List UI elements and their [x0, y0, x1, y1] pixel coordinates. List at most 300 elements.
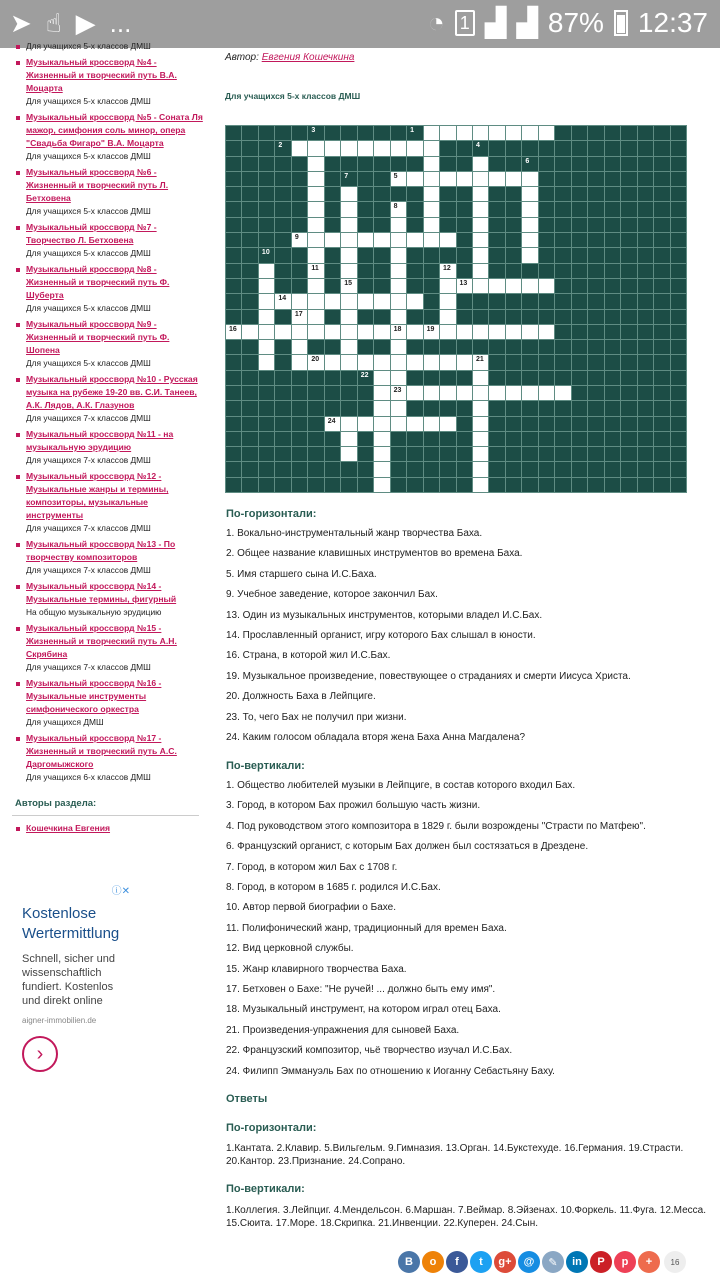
crossword-block — [671, 478, 686, 492]
crossword-cell[interactable] — [424, 141, 439, 155]
crossword-cell[interactable] — [424, 233, 439, 247]
crossword-block — [555, 447, 570, 461]
crossword-cell[interactable] — [325, 294, 340, 308]
crossword-cell[interactable] — [308, 157, 323, 171]
crossword-cell[interactable] — [374, 371, 389, 385]
crossword-cell[interactable] — [539, 386, 554, 400]
crossword-cell[interactable] — [275, 325, 290, 339]
crossword-cell[interactable] — [259, 310, 274, 324]
crossword-block — [638, 386, 653, 400]
crossword-cell[interactable] — [407, 325, 422, 339]
sidebar-item-link[interactable]: Музыкальный кроссворд №6 - Жизненный и творческий путь Л. Бетховена — [26, 167, 169, 203]
ad-block[interactable] — [10, 882, 132, 1082]
crossword-block — [555, 248, 570, 262]
crossword-block — [391, 432, 406, 446]
crossword-cell[interactable] — [308, 264, 323, 278]
crossword-cell[interactable] — [292, 141, 307, 155]
crossword-block — [242, 310, 257, 324]
sidebar-item-link[interactable]: Музыкальный кроссворд №10 - Русская музыка на рубеже 19-20 вв. С.И. Танеев, А.К. Лядов, А.К. Глазунов — [26, 374, 198, 410]
crossword-block — [457, 417, 472, 431]
crossword-cell[interactable] — [374, 294, 389, 308]
sidebar-item-link[interactable]: Музыкальный кроссворд №4 - Жизненный и творческий путь В.А. Моцарта — [26, 57, 177, 93]
crossword-cell[interactable] — [374, 401, 389, 415]
crossword-cell[interactable] — [374, 233, 389, 247]
crossword-block — [588, 141, 603, 155]
crossword-block — [572, 478, 587, 492]
crossword-block — [407, 157, 422, 171]
crossword-block — [572, 310, 587, 324]
crossword-block — [539, 202, 554, 216]
crossword-cell[interactable] — [539, 325, 554, 339]
crossword-cell[interactable] — [391, 401, 406, 415]
facebook-share-icon[interactable]: f — [446, 1251, 468, 1273]
crossword-block — [424, 371, 439, 385]
crossword-block — [522, 401, 537, 415]
crossword-cell[interactable] — [374, 447, 389, 461]
crossword-cell[interactable] — [473, 126, 488, 140]
crossword-cell[interactable] — [457, 172, 472, 186]
crossword-block — [226, 371, 241, 385]
crossword-cell[interactable] — [391, 355, 406, 369]
ad-info-icon[interactable]: ⓘ✕ — [111, 886, 130, 897]
crossword-cell[interactable] — [391, 371, 406, 385]
crossword-cell[interactable] — [292, 340, 307, 354]
more-notifications: ... — [109, 8, 132, 38]
crossword-block — [654, 432, 669, 446]
crossword-block — [638, 432, 653, 446]
crossword-cell[interactable] — [424, 386, 439, 400]
crossword-cell[interactable] — [391, 218, 406, 232]
crossword-block — [671, 340, 686, 354]
crossword-cell[interactable] — [522, 187, 537, 201]
crossword-cell[interactable] — [325, 233, 340, 247]
crossword-block — [292, 462, 307, 476]
crossword-cell[interactable] — [308, 355, 323, 369]
crossword-cell[interactable] — [473, 172, 488, 186]
crossword-cell[interactable] — [391, 202, 406, 216]
crossword-cell[interactable] — [292, 310, 307, 324]
crossword-block — [407, 248, 422, 262]
crossword-cell[interactable] — [424, 126, 439, 140]
clue-number: 20 — [311, 356, 320, 364]
crossword-cell[interactable] — [259, 340, 274, 354]
crossword-cell[interactable] — [522, 172, 537, 186]
crossword-block — [654, 233, 669, 247]
crossword-cell[interactable] — [506, 279, 521, 293]
crossword-block — [325, 202, 340, 216]
pinterest-share-icon[interactable]: P — [590, 1251, 612, 1273]
crossword-cell[interactable] — [358, 355, 373, 369]
crossword-cell[interactable] — [374, 432, 389, 446]
crossword-block — [522, 371, 537, 385]
crossword-cell[interactable] — [489, 386, 504, 400]
sidebar-item-link[interactable]: Музыкальный кроссворд №7 - Творчество Л. Бетховена — [26, 222, 157, 245]
crossword-cell[interactable] — [407, 141, 422, 155]
crossword-cell[interactable] — [440, 233, 455, 247]
down-title: По-вертикали: — [226, 760, 305, 772]
linkedin-share-icon[interactable]: in — [566, 1251, 588, 1273]
crossword-cell[interactable] — [440, 126, 455, 140]
crossword-cell[interactable] — [391, 141, 406, 155]
crossword-cell[interactable] — [522, 279, 537, 293]
sidebar-item-link[interactable]: Музыкальный кроссворд №8 - Жизненный и творческий путь Ф. Шуберта — [26, 264, 170, 300]
crossword-block — [605, 417, 620, 431]
crossword-cell[interactable] — [292, 233, 307, 247]
crossword-block — [539, 340, 554, 354]
crossword-cell[interactable] — [341, 218, 356, 232]
crossword-cell[interactable] — [407, 172, 422, 186]
crossword-cell[interactable] — [457, 386, 472, 400]
crossword-cell[interactable] — [391, 340, 406, 354]
crossword-cell[interactable] — [341, 202, 356, 216]
sidebar-item-link[interactable]: Музыкальный кроссворд №11 - на музыкальную эрудицию — [26, 429, 174, 452]
crossword-block — [292, 279, 307, 293]
crossword-block — [555, 141, 570, 155]
crossword-cell[interactable] — [391, 310, 406, 324]
crossword-cell[interactable] — [308, 279, 323, 293]
crossword-block — [671, 202, 686, 216]
crossword-block — [605, 202, 620, 216]
crossword-cell[interactable] — [407, 233, 422, 247]
crossword-block — [539, 310, 554, 324]
crossword-block — [588, 462, 603, 476]
crossword-cell[interactable] — [424, 202, 439, 216]
crossword-cell[interactable] — [457, 355, 472, 369]
crossword-cell[interactable] — [522, 218, 537, 232]
crossword-cell[interactable] — [473, 157, 488, 171]
crossword-cell[interactable] — [489, 172, 504, 186]
crossword-cell[interactable] — [424, 325, 439, 339]
crossword-block — [572, 371, 587, 385]
chevron-right-icon[interactable]: › — [22, 1036, 58, 1072]
crossword-cell[interactable] — [424, 417, 439, 431]
sidebar-item-link[interactable]: Музыкальный кроссворд №13 - По творчеству композиторов — [26, 539, 176, 562]
crossword-cell[interactable] — [407, 386, 422, 400]
crossword-block — [572, 325, 587, 339]
crossword-cell[interactable] — [440, 294, 455, 308]
crossword-cell[interactable] — [457, 279, 472, 293]
crossword-cell[interactable] — [341, 233, 356, 247]
sidebar-item-note: Для учащихся 5-х классов ДМШ — [26, 206, 151, 216]
sidebar-item-link[interactable]: Музыкальный кроссворд №17 - Жизненный и творческий путь А.С. Даргомыжского — [26, 733, 177, 769]
crossword-cell[interactable] — [506, 172, 521, 186]
crossword-block — [325, 279, 340, 293]
crossword-block — [489, 264, 504, 278]
crossword-cell[interactable] — [407, 294, 422, 308]
crossword-cell[interactable] — [522, 325, 537, 339]
crossword-cell[interactable] — [391, 279, 406, 293]
crossword-cell[interactable] — [473, 264, 488, 278]
crossword-cell[interactable] — [424, 355, 439, 369]
crossword-cell[interactable] — [440, 310, 455, 324]
crossword-cell[interactable] — [308, 141, 323, 155]
crossword-cell[interactable] — [308, 325, 323, 339]
crossword-cell[interactable] — [325, 355, 340, 369]
crossword-cell[interactable] — [341, 355, 356, 369]
sidebar-item-note: Для учащихся 5-х классов ДМШ — [26, 248, 151, 258]
crossword-block — [242, 447, 257, 461]
crossword-cell[interactable] — [522, 248, 537, 262]
crossword-cell[interactable] — [341, 325, 356, 339]
crossword-block — [588, 478, 603, 492]
crossword-block — [522, 355, 537, 369]
crossword-cell[interactable] — [341, 310, 356, 324]
crossword-cell[interactable] — [473, 355, 488, 369]
clock: 12:37 — [637, 6, 708, 38]
crossword-cell[interactable] — [391, 264, 406, 278]
sidebar-item-link[interactable]: Музыкальный кроссворд №16 - Музыкальные инструменты симфонического оркестра — [26, 678, 162, 714]
crossword-cell[interactable] — [473, 325, 488, 339]
crossword-block — [242, 218, 257, 232]
crossword-block — [605, 340, 620, 354]
crossword-cell[interactable] — [341, 340, 356, 354]
crossword-block — [358, 310, 373, 324]
crossword-block — [275, 264, 290, 278]
crossword-cell[interactable] — [391, 248, 406, 262]
crossword-block — [654, 462, 669, 476]
vk-share-icon[interactable]: B — [398, 1251, 420, 1273]
crossword-cell[interactable] — [407, 417, 422, 431]
crossword-cell[interactable] — [522, 386, 537, 400]
crossword-block — [572, 294, 587, 308]
sidebar-item-link[interactable]: Музыкальный кроссворд №5 - Соната Ля мажор, симфония соль минор, опера "Свадьба Фигаро" В.А. Моцарта — [26, 112, 203, 148]
crossword-cell[interactable] — [341, 264, 356, 278]
crossword-cell[interactable] — [292, 325, 307, 339]
mail-share-icon[interactable]: @ — [518, 1251, 540, 1273]
crossword-cell[interactable] — [473, 447, 488, 461]
crossword-cell[interactable] — [341, 447, 356, 461]
crossword-cell[interactable] — [555, 386, 570, 400]
crossword-block — [506, 248, 521, 262]
crossword-cell[interactable] — [259, 294, 274, 308]
crossword-cell[interactable] — [440, 386, 455, 400]
crossword-block — [226, 218, 241, 232]
crossword-block — [588, 355, 603, 369]
crossword-cell[interactable] — [292, 294, 307, 308]
crossword-cell[interactable] — [440, 279, 455, 293]
down-clue: 8. Город, в котором в 1685 г. родился И.С.Бах. — [226, 882, 441, 894]
crossword-cell[interactable] — [358, 294, 373, 308]
crossword-block — [671, 310, 686, 324]
crossword-block — [275, 187, 290, 201]
crossword-cell[interactable] — [325, 417, 340, 431]
crossword-cell[interactable] — [374, 386, 389, 400]
down-clues — [226, 776, 696, 1082]
crossword-cell[interactable] — [457, 126, 472, 140]
crossword-cell[interactable] — [308, 294, 323, 308]
crossword-cell[interactable] — [473, 202, 488, 216]
crossword-cell[interactable] — [259, 355, 274, 369]
crossword-block — [259, 187, 274, 201]
crossword-cell[interactable] — [473, 386, 488, 400]
sidebar-item — [16, 40, 205, 53]
twitter-share-icon[interactable]: t — [470, 1251, 492, 1273]
crossword-block — [506, 233, 521, 247]
crossword-cell[interactable] — [374, 417, 389, 431]
crossword-cell[interactable] — [522, 202, 537, 216]
crossword-cell[interactable] — [539, 126, 554, 140]
crossword-cell[interactable] — [308, 172, 323, 186]
crossword-block — [638, 126, 653, 140]
crossword-block — [341, 386, 356, 400]
crossword-cell[interactable] — [259, 279, 274, 293]
crossword-block — [654, 172, 669, 186]
crossword-block — [555, 478, 570, 492]
crossword-cell[interactable] — [473, 371, 488, 385]
crossword-cell[interactable] — [424, 172, 439, 186]
crossword-cell[interactable] — [325, 141, 340, 155]
crossword-block — [539, 401, 554, 415]
crossword-cell[interactable] — [473, 279, 488, 293]
more-share-icon[interactable]: + — [638, 1251, 660, 1273]
livejournal-share-icon[interactable]: ✎ — [542, 1251, 564, 1273]
crossword-block — [572, 355, 587, 369]
crossword-cell[interactable] — [473, 478, 488, 492]
google-plus-share-icon[interactable]: g+ — [494, 1251, 516, 1273]
crossword-cell[interactable] — [308, 202, 323, 216]
crossword-cell[interactable] — [391, 417, 406, 431]
crossword-cell[interactable] — [358, 233, 373, 247]
crossword-cell[interactable] — [391, 233, 406, 247]
crossword-cell[interactable] — [374, 141, 389, 155]
crossword-cell[interactable] — [489, 279, 504, 293]
crossword-block — [275, 172, 290, 186]
crossword-block — [621, 264, 636, 278]
crossword-cell[interactable] — [374, 478, 389, 492]
crossword-cell[interactable] — [341, 294, 356, 308]
crossword-cell[interactable] — [259, 325, 274, 339]
sidebar-item-link[interactable]: Музыкальный кроссворд №15 - Жизненный и творческий путь А.Н. Скрябина — [26, 623, 177, 659]
crossword-block — [242, 233, 257, 247]
crossword-block — [638, 447, 653, 461]
sidebar-item-link[interactable]: Музыкальный кроссворд №12 - Музыкальные жанры и термины, композиторы, музыкальные инструменты — [26, 471, 169, 520]
ad-body: Schnell, sicher und wissenschaftlich fundiert. Kostenlos und direkt online — [22, 953, 115, 1007]
crossword-cell[interactable] — [440, 172, 455, 186]
crossword-block — [572, 248, 587, 262]
crossword-block — [489, 417, 504, 431]
crossword-cell[interactable] — [308, 218, 323, 232]
crossword-cell[interactable] — [358, 325, 373, 339]
crossword-cell[interactable] — [489, 126, 504, 140]
crossword-cell[interactable] — [440, 264, 455, 278]
crossword-cell[interactable] — [358, 141, 373, 155]
crossword-block — [358, 447, 373, 461]
crossword-cell[interactable] — [374, 462, 389, 476]
crossword-cell[interactable] — [473, 432, 488, 446]
crossword-cell[interactable] — [374, 355, 389, 369]
crossword-cell[interactable] — [424, 157, 439, 171]
crossword-cell[interactable] — [341, 432, 356, 446]
crossword-block — [440, 447, 455, 461]
crossword-cell[interactable] — [325, 325, 340, 339]
crossword-cell[interactable] — [341, 187, 356, 201]
crossword-block — [259, 401, 274, 415]
status-notifications — [10, 8, 131, 39]
crossword-cell[interactable] — [457, 325, 472, 339]
crossword-cell[interactable] — [391, 172, 406, 186]
crossword-cell[interactable] — [506, 386, 521, 400]
crossword-block — [457, 264, 472, 278]
crossword-cell[interactable] — [308, 248, 323, 262]
crossword-cell[interactable] — [473, 187, 488, 201]
crossword-cell[interactable] — [522, 126, 537, 140]
crossword-block — [292, 478, 307, 492]
crossword-block — [358, 478, 373, 492]
crossword-block — [638, 417, 653, 431]
crossword-cell[interactable] — [539, 279, 554, 293]
sidebar-item-link[interactable]: Музыкальный кроссворд №9 - Жизненный и творческий путь Ф. Шопена — [26, 319, 170, 355]
crossword-cell[interactable] — [407, 355, 422, 369]
crossword-block — [424, 279, 439, 293]
crossword-cell[interactable] — [275, 294, 290, 308]
author-name-link[interactable]: Евгения Кошечкина — [261, 52, 355, 63]
crossword-cell[interactable] — [440, 417, 455, 431]
crossword-cell[interactable] — [473, 218, 488, 232]
crossword-cell[interactable] — [341, 248, 356, 262]
crossword-cell[interactable] — [341, 417, 356, 431]
crossword-cell[interactable] — [259, 264, 274, 278]
crossword-cell[interactable] — [506, 126, 521, 140]
crossword-block — [522, 417, 537, 431]
crossword-cell[interactable] — [522, 233, 537, 247]
crossword-cell[interactable] — [473, 462, 488, 476]
ad-title[interactable]: Kostenlose Wertermittlung — [22, 905, 120, 942]
crossword-block — [407, 340, 422, 354]
crossword-cell[interactable] — [242, 325, 257, 339]
crossword-block — [605, 386, 620, 400]
crossword-cell[interactable] — [440, 355, 455, 369]
crossword-cell[interactable] — [424, 187, 439, 201]
crossword-cell[interactable] — [308, 233, 323, 247]
crossword-block — [457, 141, 472, 155]
crossword-block — [588, 172, 603, 186]
crossword-cell[interactable] — [292, 355, 307, 369]
crossword-cell[interactable] — [473, 233, 488, 247]
crossword-block — [506, 264, 521, 278]
crossword-block — [226, 355, 241, 369]
down-clue: 15. Жанр клавирного творчества Баха. — [226, 963, 407, 975]
crossword-block — [457, 462, 472, 476]
signal-icon-2: ▟ — [516, 7, 538, 38]
crossword-cell[interactable] — [341, 279, 356, 293]
author-link[interactable]: Кошечкина Евгения — [26, 823, 111, 833]
pocket-share-icon[interactable]: p — [614, 1251, 636, 1273]
crossword-cell[interactable] — [440, 325, 455, 339]
crossword-block — [259, 386, 274, 400]
crossword-cell[interactable] — [358, 417, 373, 431]
crossword-cell[interactable] — [226, 325, 241, 339]
down-clue: 7. Город, в котором жил Бах с 1708 г. — [226, 861, 398, 873]
sidebar-item-link[interactable]: Музыкальный кроссворд №14 - Музыкальные термины, фигурный — [26, 581, 177, 604]
crossword-cell[interactable] — [391, 386, 406, 400]
crossword-cell[interactable] — [473, 401, 488, 415]
crossword-cell[interactable] — [489, 325, 504, 339]
crossword-cell[interactable] — [341, 141, 356, 155]
crossword-cell[interactable] — [424, 218, 439, 232]
crossword-grid-wrap — [225, 125, 687, 493]
crossword-cell[interactable] — [391, 325, 406, 339]
crossword-cell[interactable] — [473, 248, 488, 262]
crossword-cell[interactable] — [374, 325, 389, 339]
crossword-cell[interactable] — [308, 310, 323, 324]
crossword-block — [259, 371, 274, 385]
crossword-block — [555, 233, 570, 247]
crossword-cell[interactable] — [391, 294, 406, 308]
ok-share-icon[interactable]: o — [422, 1251, 444, 1273]
crossword-cell[interactable] — [473, 417, 488, 431]
crossword-cell[interactable] — [308, 187, 323, 201]
crossword-cell[interactable] — [506, 325, 521, 339]
